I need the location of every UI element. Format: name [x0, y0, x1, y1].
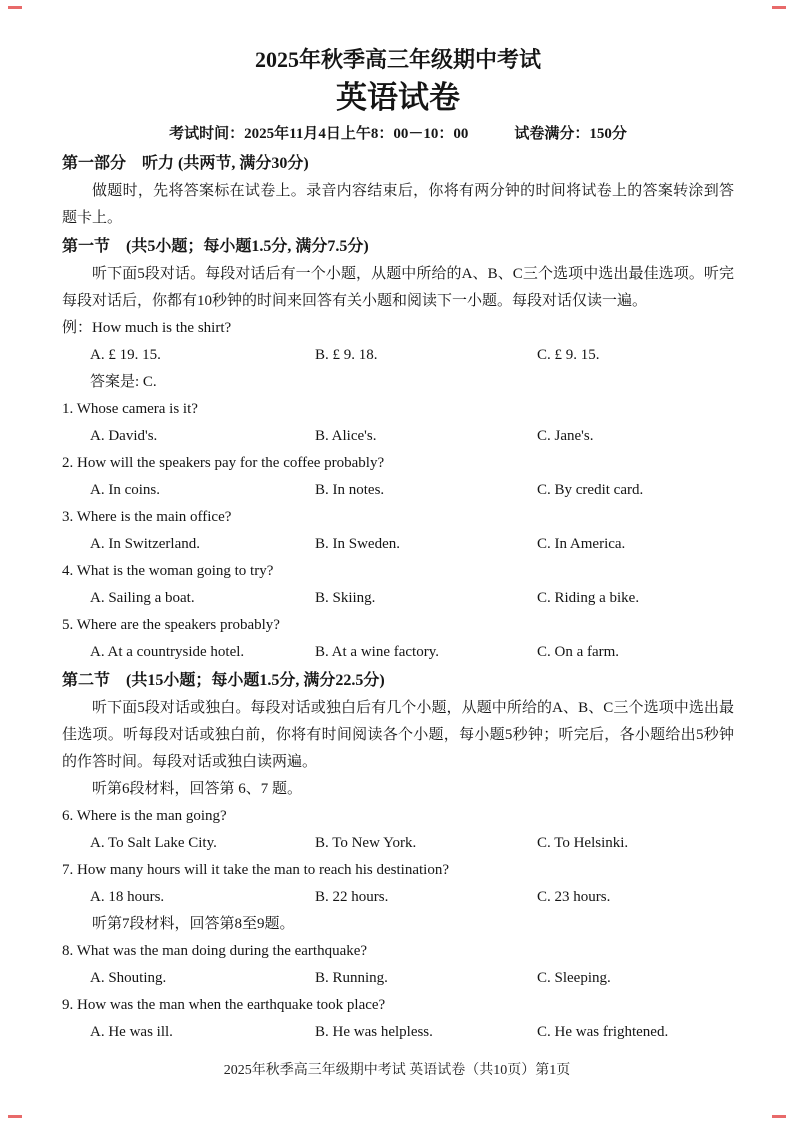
option-c: C. Sleeping.: [537, 970, 611, 986]
section1-heading: 第一节 (共5小题；每小题1.5分, 满分7.5分): [62, 238, 369, 255]
option-c: C. He was frightened.: [537, 1024, 669, 1040]
option-c: C. On a farm.: [537, 644, 620, 660]
option-a: A. In Switzerland.: [90, 536, 200, 552]
option-a: A. David's.: [90, 428, 158, 444]
question-options: [62, 639, 734, 666]
option-c: C. To Helsinki.: [537, 835, 629, 851]
question-text: 1. Whose camera is it?: [62, 401, 198, 417]
part1-note: 做题时，先将答案标在试卷上。录音内容结束后，你将有两分钟的时间将试卷上的答案转涂到答题卡上。: [62, 183, 734, 226]
material-6-note: 听第6段材料，回答第 6、7 题。: [92, 781, 303, 797]
question-text: 2. How will the speakers pay for the coffee probably?: [62, 455, 385, 471]
example-options: [62, 342, 734, 369]
page-footer: 2025年秋季高三年级期中考试 英语试卷（共10页）第1页: [223, 1063, 571, 1078]
question-options: [62, 477, 734, 504]
option-a: A. To Salt Lake City.: [90, 835, 217, 851]
question-text: 9. How was the man when the earthquake took place?: [62, 997, 386, 1013]
question-text: 5. Where are the speakers probably?: [62, 617, 280, 633]
option-c: C. In America.: [537, 536, 626, 552]
exam-full-score: 试卷满分：150分: [514, 126, 627, 142]
question-text: 8. What was the man doing during the earthquake?: [62, 943, 368, 959]
example-answer: 答案是: C.: [90, 374, 157, 390]
scan-corner-mark: [8, 1115, 22, 1118]
exam-title: 2025年秋季高三年级期中考试: [254, 47, 541, 72]
question-8: [62, 938, 734, 992]
option-c: C. 23 hours.: [537, 889, 611, 905]
option-b: B. At a wine factory.: [315, 644, 439, 660]
section1-note: 听下面5段对话。每段对话后有一个小题，从题中所给的A、B、C三个选项中选出最佳选项。听完每段对话后，你都有10秒钟的时间来回答有关小题和阅读下一小题。每段对话仅读一遍。: [62, 266, 734, 309]
question-text: 3. Where is the main office?: [62, 509, 232, 525]
question-options: [62, 1019, 734, 1046]
question-text: 4. What is the woman going to try?: [62, 563, 274, 579]
question-options: [62, 423, 734, 450]
scan-corner-mark: [772, 1115, 786, 1118]
option-a: A. £ 19. 15.: [90, 347, 161, 363]
section2-heading: 第二节 (共15小题；每小题1.5分, 满分22.5分): [62, 672, 385, 689]
question-2: [62, 450, 734, 504]
question-options: [62, 965, 734, 992]
option-c: C. By credit card.: [537, 482, 644, 498]
option-b: B. In notes.: [315, 482, 385, 498]
option-a: A. Shouting.: [90, 970, 167, 986]
question-options: [62, 884, 734, 911]
option-b: B. 22 hours.: [315, 889, 389, 905]
exam-info: [62, 120, 734, 149]
option-b: B. To New York.: [315, 835, 417, 851]
scan-corner-mark: [8, 6, 22, 9]
question-5: [62, 612, 734, 666]
option-b: B. Skiing.: [315, 590, 376, 606]
exam-subtitle: 英语试卷: [336, 80, 460, 115]
option-b: B. Alice's.: [315, 428, 377, 444]
question-options: [62, 585, 734, 612]
section2-note: 听下面5段对话或独白。每段对话或独白后有几个小题，从题中所给的A、B、C三个选项中选出最佳选项。听每段对话或独白前，你将有时间阅读各个小题，每小题5秒钟；听完后，各小题给出5秒钟的作答时间。每段对话或独白读两遍。: [62, 700, 734, 770]
option-c: C. Jane's.: [537, 428, 594, 444]
material-7-note: 听第7段材料，回答第8至9题。: [92, 916, 295, 932]
exam-time: 考试时间：2025年11月4日上午8：00－10：00: [169, 126, 469, 142]
scan-corner-mark: [772, 6, 786, 9]
part1-heading: 第一部分 听力 (共两节, 满分30分): [62, 155, 309, 172]
option-a: A. Sailing a boat.: [90, 590, 195, 606]
example-question-text: 例：How much is the shirt?: [62, 320, 232, 336]
option-b: B. In Sweden.: [315, 536, 400, 552]
option-c: C. Riding a bike.: [537, 590, 640, 606]
question-options: [62, 830, 734, 857]
question-4: [62, 558, 734, 612]
option-b: B. Running.: [315, 970, 388, 986]
option-a: A. At a countryside hotel.: [90, 644, 245, 660]
question-1: [62, 396, 734, 450]
option-c: C. £ 9. 15.: [537, 347, 600, 363]
option-b: B. He was helpless.: [315, 1024, 433, 1040]
question-9: [62, 992, 734, 1046]
question-options: [62, 531, 734, 558]
question-7: [62, 857, 734, 911]
option-b: B. £ 9. 18.: [315, 347, 378, 363]
option-a: A. 18 hours.: [90, 889, 165, 905]
option-a: A. He was ill.: [90, 1024, 173, 1040]
example-question-block: [62, 315, 734, 396]
question-text: 6. Where is the man going?: [62, 808, 227, 824]
question-6: [62, 803, 734, 857]
question-text: 7. How many hours will it take the man to reach his destination?: [62, 862, 449, 878]
question-3: [62, 504, 734, 558]
option-a: A. In coins.: [90, 482, 160, 498]
